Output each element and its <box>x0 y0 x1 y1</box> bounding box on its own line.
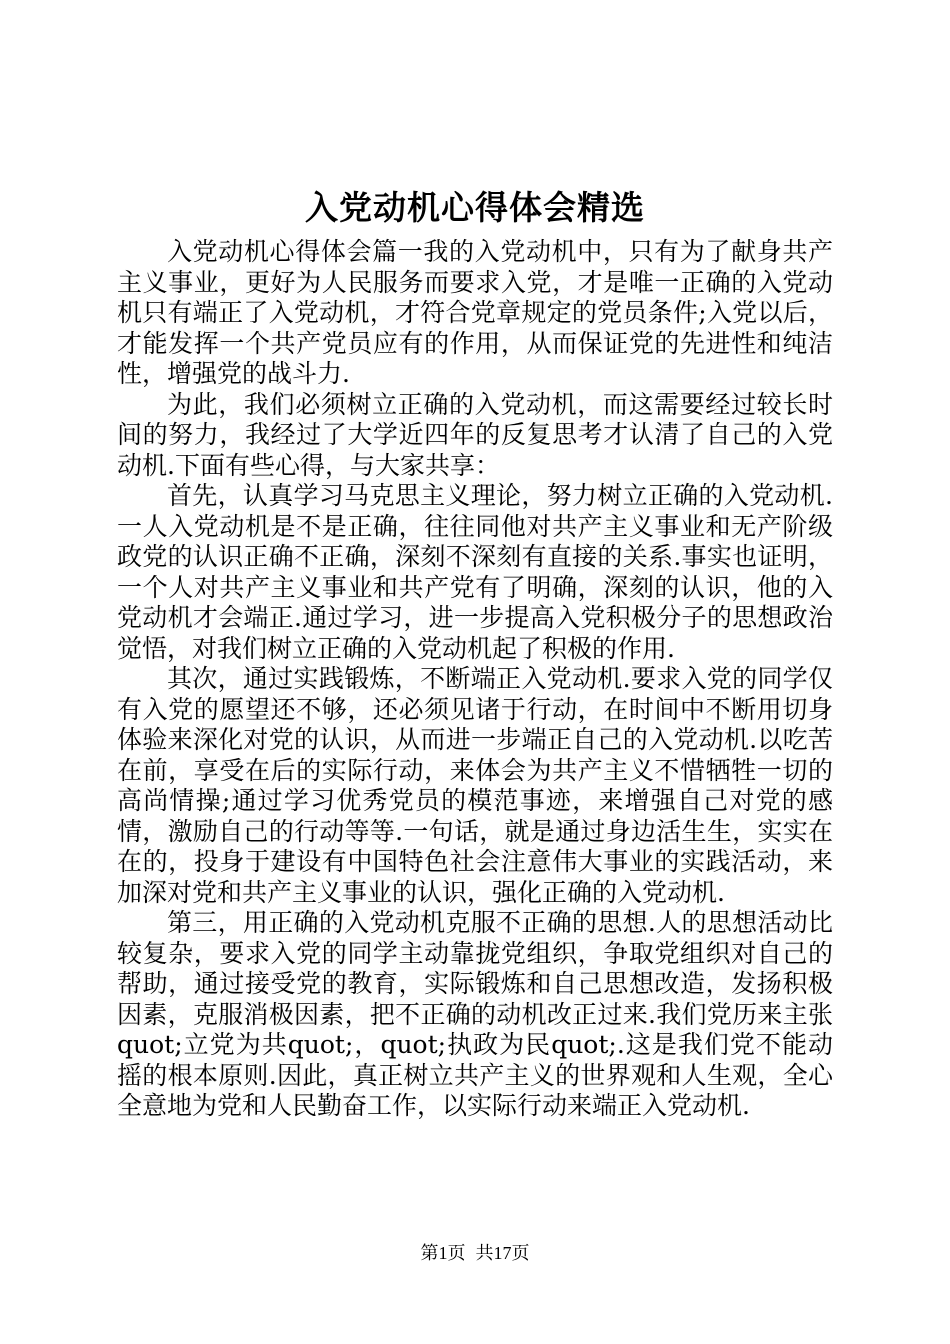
page-number: 第1页 <box>420 1243 466 1263</box>
paragraph-1: 入党动机心得体会篇一我的入党动机中，只有为了献身共产主义事业，更好为人民服务而要求入党，才是唯一正确的入党动机只有端正了入党动机，才符合党章规定的党员条件;入党以后，才能发挥一个共产党员应有的作用，从而保证党的先进性和纯洁性，增强党的战斗力. <box>117 237 833 388</box>
document-title: 入党动机心得体会精选 <box>305 188 645 227</box>
document-body <box>117 237 833 1122</box>
page-total: 共17页 <box>475 1243 530 1263</box>
paragraph-3: 首先，认真学习马克思主义理论，努力树立正确的入党动机.一人入党动机是不是正确，往往同他对共产主义事业和无产阶级政党的认识正确不正确，深刻不深刻有直接的关系.事实也证明，一个人对共产主义事业和共产党有了明确，深刻的认识，他的入党动机才会端正.通过学习，进一步提高入党积极分子的思想政治觉悟，对我们树立正确的入党动机起了积极的作用. <box>117 481 833 663</box>
page-footer <box>0 1241 950 1265</box>
paragraph-4: 其次，通过实践锻炼，不断端正入党动机.要求入党的同学仅有入党的愿望还不够，还必须见诸于行动，在时间中不断用切身体验来深化对党的认识，从而进一步端正自己的入党动机.以吃苦在前，享受在后的实际行动，来体会为共产主义不惜牺牲一切的高尚情操;通过学习优秀党员的模范事迹，来增强自己对党的感情，激励自己的行动等等.一句话，就是通过身边活生生，实实在在的，投身于建设有中国特色社会注意伟大事业的实践活动，来加深对党和共产主义事业的认识，强化正确的入党动机. <box>117 664 833 907</box>
paragraph-2: 为此，我们必须树立正确的入党动机，而这需要经过较长时间的努力，我经过了大学近四年的反复思考才认清了自己的入党动机.下面有些心得，与大家共享： <box>117 389 833 480</box>
paragraph-5: 第三，用正确的入党动机克服不正确的思想.人的思想活动比较复杂，要求入党的同学主动靠拢党组织，争取党组织对自己的帮助，通过接受党的教育，实际锻炼和自己思想改造，发扬积极因素，克服消极因素，把不正确的动机改正过来.我们党历来主张quot;立党为共quot;，quot;执政为民quot;.这是我们党不能动摇的根本原则.因此，真正树立共产主义的世界观和人生观，全心全意地为党和人民勤奋工作，以实际行动来端正入党动机. <box>117 908 833 1120</box>
